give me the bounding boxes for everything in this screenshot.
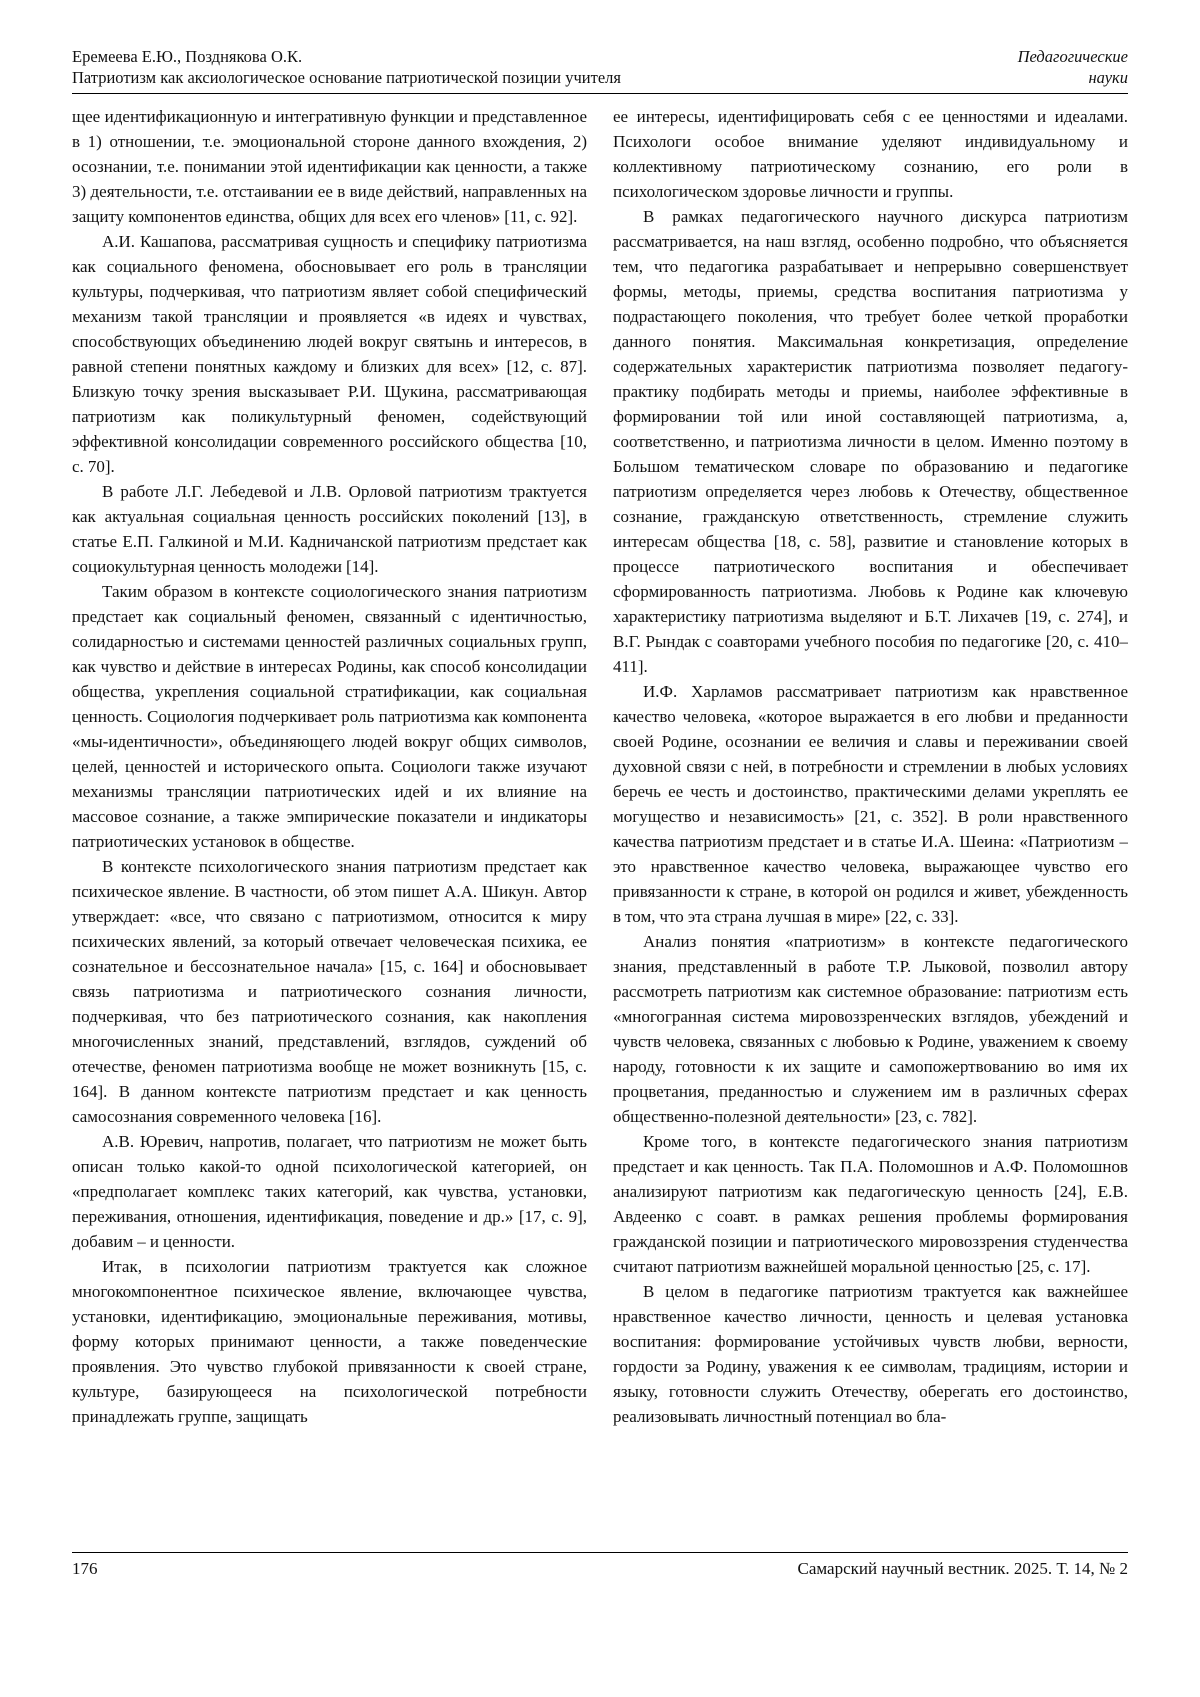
paragraph: В рамках педагогического научного дискурса патриотизм рассматривается, на наш взгляд, особенно подробно, что объясняется тем, что педагогика разрабатывает и непрерывно совершенствует формы, методы, приемы, средства воспитания патриотизма у подрастающего поколения, что требует более четкой проработки данного понятия. Максимальная конкретизация, определение содержательных характеристик патриотизма позволяет педагогу-практику подбирать методы и приемы, наиболее эффективные в формировании той или иной составляющей патриотизма, а, соответственно, и патриотизма личности в целом. Именно поэтому в Большом тематическом словаре по образованию и педагогике патриотизм определяется через любовь к Отечеству, общественное сознание, гражданскую ответственность, стремление служить интересам общества [18, с. 58], развитие и становление которых в процессе патриотического воспитания и обеспечивает сформированность патриотизма. Любовь к Родине как ключевую характеристику патриотизма выделяют и Б.Т. Лихачев [19, с. 274], и В.Г. Рындак с соавторами учебного пособия по педагогике [20, с. 410–411]. <box>613 207 1128 676</box>
page-footer <box>72 1552 1128 1581</box>
column-right <box>613 104 1128 1546</box>
header-section-line2: науки <box>1088 68 1128 87</box>
journal-citation: Самарский научный вестник. 2025. Т. 14, № 2 <box>797 1559 1128 1578</box>
paragraph: В целом в педагогике патриотизм трактуется как важнейшее нравственное качество личности, ценность и целевая установка воспитания: формирование устойчивых чувств любви, верности, гордости за Родину, уважения к ее символам, традициям, истории и языку, готовности служить Отечеству, оберегать его достоинство, реализовывать личностный потенциал во бла- <box>613 1282 1128 1426</box>
paragraph: В работе Л.Г. Лебедевой и Л.В. Орловой патриотизм трактуется как актуальная социальная ценность российских поколений [13], в статье Е.П. Галкиной и М.И. Кадничанской патриотизм предстает как социокультурная ценность молодежи [14]. <box>72 482 587 576</box>
header-left <box>72 46 621 88</box>
paragraph: А.И. Кашапова, рассматривая сущность и специфику патриотизма как социального феномена, обосновывает его роль в трансляции культуры, подчеркивая, что патриотизм являет собой специфический механизм такой трансляции и проявляется «в идеях и чувствах, способствующих объединению людей вокруг святынь и интересов, в равной степени понятных каждому и близких для всех» [12, с. 87]. Близкую точку зрения высказывает Р.И. Щукина, рассматривающая патриотизм как поликультурный феномен, содействующий эффективной консолидации современного российского общества [10, с. 70]. <box>72 232 587 476</box>
page-header <box>72 46 1128 94</box>
page-number: 176 <box>72 1559 98 1578</box>
footer-row <box>72 1553 1128 1581</box>
paragraph: Итак, в психологии патриотизм трактуется как сложное многокомпонентное психическое явление, включающее чувства, установки, идентификацию, эмоциональные переживания, мотивы, форму которых принимают ценности, а также поведенческие проявления. Это чувство глубокой привязанности к своей стране, культуре, базирующееся на психологической потребности принадлежать группе, защищать <box>72 1257 587 1426</box>
paragraph: ее интересы, идентифицировать себя с ее ценностями и идеалами. Психологи особое внимание уделяют индивидуальному и коллективному патриотическому сознанию, его роли в психологическом здоровье личности и группы. <box>613 107 1128 201</box>
header-section-line1: Педагогические <box>1017 47 1128 66</box>
column-left <box>72 104 587 1546</box>
paragraph: И.Ф. Харламов рассматривает патриотизм как нравственное качество человека, «которое выражается в его любви и преданности своей Родине, осознании ее величия и славы и переживании своей духовной связи с ней, в потребности и стремлении в любых условиях беречь ее честь и достоинство, практическими делами укреплять ее могущество и независимость» [21, с. 352]. В роли нравственного качества патриотизм предстает и в статье И.А. Шеина: «Патриотизм – это нравственное качество человека, выражающее чувство его привязанности к стране, в которой он родился и живет, убежденность в том, что эта страна лучшая в мире» [22, с. 33]. <box>613 682 1128 926</box>
paragraph: В контексте психологического знания патриотизм предстает как психическое явление. В частности, об этом пишет А.А. Шикун. Автор утверждает: «все, что связано с патриотизмом, относится к миру психических явлений, за который отвечает человеческая психика, ее сознательное и бессознательное начала» [15, с. 164] и обосновывает связь патриотизма и патриотического сознания личности, подчеркивая, что без патриотического сознания, как накопления многочисленных знаний, представлений, взглядов, суждений об отечестве, феномен патриотизма вообще не может возникнуть [15, с. 164]. В данном контексте патриотизм предстает и как ценность самосознания современного человека [16]. <box>72 857 587 1126</box>
paragraph: Анализ понятия «патриотизм» в контексте педагогического знания, представленный в работе Т.Р. Лыковой, позволил автору рассмотреть патриотизм как системное образование: патриотизм есть «многогранная система мировоззренческих взглядов, убеждений и чувств человека, связанных с любовью к Родине, уважением к своему народу, готовности к их защите и самопожертвованию во имя их процветания, преданностью и служением им в различных сферах общественно-полезной деятельности» [23, с. 782]. <box>613 932 1128 1126</box>
header-authors: Еремеева Е.Ю., Позднякова О.К. <box>72 47 303 66</box>
article-body <box>72 104 1128 1546</box>
paragraph: А.В. Юревич, напротив, полагает, что патриотизм не может быть описан только какой-то одной психологической категорией, он «предполагает комплекс таких категорий, как чувства, установки, переживания, отношения, идентификация, поведение и др.» [17, с. 9], добавим – и ценности. <box>72 1132 587 1251</box>
paragraph: Таким образом в контексте социологического знания патриотизм предстает как социальный феномен, связанный с идентичностью, солидарностью и системами ценностей различных социальных групп, как чувство и действие в интересах Родины, как способ консолидации общества, укрепления социальной стратификации, как социальная ценность. Социология подчеркивает роль патриотизма как компонента «мы-идентичности», объединяющего людей вокруг общих символов, целей, ценностей и исторического опыта. Социологи также изучают механизмы трансляции патриотических идей и их влияние на массовое сознание, а также эмпирические показатели и индикаторы патриотических установок в обществе. <box>72 582 587 851</box>
paragraph: Кроме того, в контексте педагогического знания патриотизм предстает и как ценность. Так П.А. Поломошнов и А.Ф. Поломошнов анализируют патриотизм как педагогическую ценность [24], Е.В. Авдеенко с соавт. в рамках решения проблемы формирования гражданской позиции и патриотического мировоззрения студенчества считают патриотизм важнейшей моральной ценностью [25, с. 17]. <box>613 1132 1128 1276</box>
header-section <box>1018 46 1128 88</box>
header-running-title: Патриотизм как аксиологическое основание патриотической позиции учителя <box>72 68 621 87</box>
paragraph: щее идентификационную и интегративную функции и представленное в 1) отношении, т.е. эмоциональной стороне данного вхождения, 2) осознании, т.е. понимании этой идентификации как ценности, а также 3) деятельности, т.е. отстаивании ее в виде действий, направленных на защиту компонентов единства, общих для всех его членов» [11, с. 92]. <box>72 107 587 226</box>
